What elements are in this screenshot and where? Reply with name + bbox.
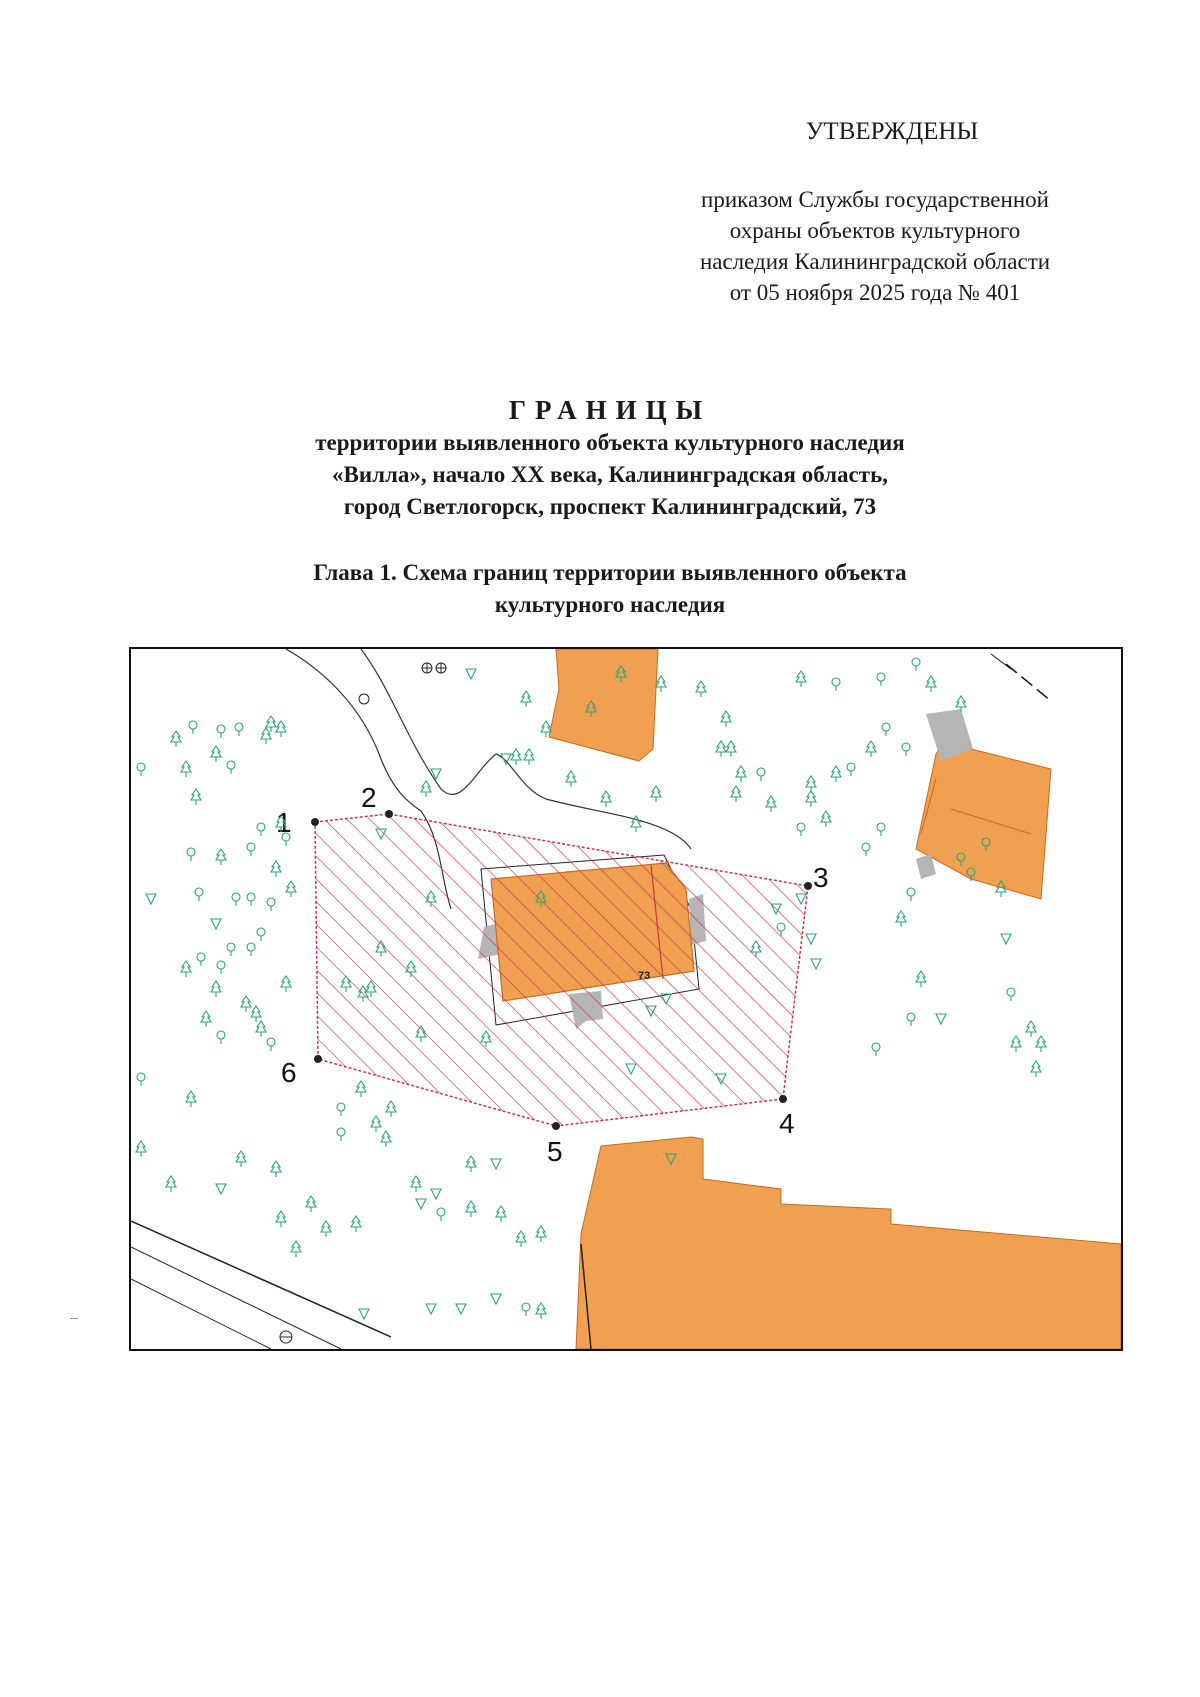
deciduous-tree-icon xyxy=(227,761,235,774)
conifer-tree-icon xyxy=(271,1161,281,1177)
conifer-tree-icon xyxy=(181,761,191,777)
conifer-tree-icon xyxy=(281,976,291,992)
deciduous-tree-icon xyxy=(757,768,765,781)
deciduous-tree-icon xyxy=(907,1013,915,1026)
shrub-symbol-icon xyxy=(1001,934,1011,944)
boundary-point-marker xyxy=(385,810,393,818)
title-line: «Вилла», начало XX века, Калининградская область, xyxy=(332,462,888,487)
conifer-tree-icon xyxy=(511,749,521,765)
deciduous-tree-icon xyxy=(232,893,240,906)
neighbour-building xyxy=(549,649,658,761)
title-line: территории выявленного объекта культурного наследия xyxy=(315,430,905,455)
conifer-tree-icon xyxy=(516,1231,526,1247)
conifer-tree-icon xyxy=(271,861,281,877)
boundary-point-label: 4 xyxy=(779,1108,795,1139)
shrub-symbol-icon xyxy=(491,1294,501,1304)
scan-artifact xyxy=(70,1318,78,1319)
chapter-heading xyxy=(180,557,1040,621)
shrub-symbol-icon xyxy=(211,919,221,929)
road-edge xyxy=(131,1247,341,1349)
boundary-polygon xyxy=(315,814,808,1126)
conifer-tree-icon xyxy=(276,1211,286,1227)
map-canvas xyxy=(131,649,1121,1349)
conifer-tree-icon xyxy=(831,766,841,782)
approval-line: наследия Калининградской области xyxy=(699,249,1051,274)
fence-line xyxy=(1006,664,1051,701)
conifer-tree-icon xyxy=(806,776,816,792)
conifer-tree-icon xyxy=(716,741,726,757)
deciduous-tree-icon xyxy=(137,1073,145,1086)
shrub-symbol-icon xyxy=(146,894,156,904)
conifer-tree-icon xyxy=(1031,1061,1041,1077)
neighbour-building xyxy=(576,1137,1121,1349)
conifer-tree-icon xyxy=(411,1176,421,1192)
conifer-tree-icon xyxy=(721,711,731,727)
boundary-map xyxy=(129,647,1123,1351)
road-edge xyxy=(131,1279,271,1349)
conifer-tree-icon xyxy=(656,676,666,692)
conifer-tree-icon xyxy=(371,1116,381,1132)
conifer-tree-icon xyxy=(421,781,431,797)
deciduous-tree-icon xyxy=(832,678,840,691)
title-line: город Светлогорск, проспект Калининградский, 73 xyxy=(343,494,877,519)
conifer-tree-icon xyxy=(191,789,201,805)
shrub-symbol-icon xyxy=(936,1014,946,1024)
shrub-symbol-icon xyxy=(216,1184,226,1194)
boundary-point-label: 5 xyxy=(547,1136,563,1167)
deciduous-tree-icon xyxy=(197,953,205,966)
shrub-symbol-icon xyxy=(456,1304,466,1314)
conifer-tree-icon xyxy=(261,728,271,744)
deciduous-tree-icon xyxy=(257,823,265,836)
deciduous-tree-icon xyxy=(247,843,255,856)
boundary-point-label: 6 xyxy=(281,1057,297,1088)
conifer-tree-icon xyxy=(241,996,251,1012)
conifer-tree-icon xyxy=(291,1241,301,1257)
conifer-tree-icon xyxy=(136,1141,146,1157)
footpath xyxy=(286,649,421,811)
deciduous-tree-icon xyxy=(187,848,195,861)
deciduous-tree-icon xyxy=(862,843,870,856)
deciduous-tree-icon xyxy=(195,888,203,901)
deciduous-tree-icon xyxy=(872,1043,880,1056)
conifer-tree-icon xyxy=(1036,1036,1046,1052)
deciduous-tree-icon xyxy=(902,743,910,756)
conifer-tree-icon xyxy=(166,1176,176,1192)
boundary-point-marker xyxy=(552,1122,560,1130)
boundary-point-label: 1 xyxy=(276,807,292,838)
conifer-tree-icon xyxy=(1026,1021,1036,1037)
conifer-tree-icon xyxy=(351,1216,361,1232)
conifer-tree-icon xyxy=(171,731,181,747)
deciduous-tree-icon xyxy=(235,723,243,736)
deciduous-tree-icon xyxy=(247,943,255,956)
shrub-symbol-icon xyxy=(359,1309,369,1319)
deciduous-tree-icon xyxy=(217,961,225,974)
title-heading: ГРАНИЦЫ xyxy=(508,395,712,425)
conifer-tree-icon xyxy=(251,1006,261,1022)
approval-line: приказом Службы государственной xyxy=(701,187,1049,212)
conifer-tree-icon xyxy=(276,721,286,737)
boundary-point-marker xyxy=(804,882,812,890)
conifer-tree-icon xyxy=(306,1196,316,1212)
conifer-tree-icon xyxy=(181,961,191,977)
deciduous-tree-icon xyxy=(1007,988,1015,1001)
deciduous-tree-icon xyxy=(247,893,255,906)
conifer-tree-icon xyxy=(466,1201,476,1217)
shrub-symbol-icon xyxy=(431,769,441,779)
deciduous-tree-icon xyxy=(912,658,920,671)
hydrant-symbol xyxy=(359,694,369,704)
shrub-symbol-icon xyxy=(416,1199,426,1209)
territory-boundary xyxy=(276,782,829,1167)
deciduous-tree-icon xyxy=(227,943,235,956)
document-title xyxy=(180,393,1040,523)
boundary-point-marker xyxy=(779,1095,787,1103)
deciduous-tree-icon xyxy=(877,673,885,686)
fence-line xyxy=(991,654,1011,669)
road-edge xyxy=(131,1221,391,1337)
deciduous-tree-icon xyxy=(267,1038,275,1051)
conifer-tree-icon xyxy=(211,746,221,762)
conifer-tree-icon xyxy=(566,771,576,787)
conifer-tree-icon xyxy=(1011,1036,1021,1052)
deciduous-tree-icon xyxy=(217,1031,225,1044)
deciduous-tree-icon xyxy=(437,1208,445,1221)
conifer-tree-icon xyxy=(696,681,706,697)
deciduous-tree-icon xyxy=(797,823,805,836)
shrub-symbol-icon xyxy=(426,1304,436,1314)
conifer-tree-icon xyxy=(386,1101,396,1117)
conifer-tree-icon xyxy=(731,786,741,802)
conifer-tree-icon xyxy=(521,691,531,707)
deciduous-tree-icon xyxy=(907,888,915,901)
boundary-point-label: 3 xyxy=(813,862,829,893)
approval-line: охраны объектов культурного xyxy=(729,218,1021,243)
deciduous-tree-icon xyxy=(267,898,275,911)
conifer-tree-icon xyxy=(211,981,221,997)
conifer-tree-icon xyxy=(601,791,611,807)
chapter-line: культурного наследия xyxy=(494,592,726,617)
conifer-tree-icon xyxy=(256,1021,266,1037)
conifer-tree-icon xyxy=(356,1081,366,1097)
shrub-symbol-icon xyxy=(806,934,816,944)
deciduous-tree-icon xyxy=(337,1103,345,1116)
shrub-symbol-icon xyxy=(431,1189,441,1199)
shrub-symbol-icon xyxy=(491,1159,501,1169)
conifer-tree-icon xyxy=(926,676,936,692)
conifer-tree-icon xyxy=(896,911,906,927)
conifer-tree-icon xyxy=(916,971,926,987)
conifer-tree-icon xyxy=(736,766,746,782)
conifer-tree-icon xyxy=(496,1206,506,1222)
deciduous-tree-icon xyxy=(882,723,890,736)
conifer-tree-icon xyxy=(866,741,876,757)
boundary-point-marker xyxy=(314,1055,322,1063)
conifer-tree-icon xyxy=(466,1156,476,1172)
conifer-tree-icon xyxy=(381,1131,391,1147)
conifer-tree-icon xyxy=(216,849,226,865)
conifer-tree-icon xyxy=(201,1011,211,1027)
deciduous-tree-icon xyxy=(522,1303,530,1316)
conifer-tree-icon xyxy=(524,749,534,765)
deciduous-tree-icon xyxy=(257,928,265,941)
approval-stamp xyxy=(640,118,1110,308)
deciduous-tree-icon xyxy=(337,1128,345,1141)
conifer-tree-icon xyxy=(821,811,831,827)
boundary-point-label: 2 xyxy=(361,782,377,813)
conifer-tree-icon xyxy=(186,1091,196,1107)
chapter-line: Глава 1. Схема границ территории выявленного объекта xyxy=(313,560,907,585)
deciduous-tree-icon xyxy=(137,763,145,776)
shrub-symbol-icon xyxy=(811,959,821,969)
deciduous-tree-icon xyxy=(189,721,197,734)
conifer-tree-icon xyxy=(651,786,661,802)
conifer-tree-icon xyxy=(286,881,296,897)
shrub-symbol-icon xyxy=(501,754,511,764)
deciduous-tree-icon xyxy=(847,763,855,776)
deciduous-tree-icon xyxy=(217,725,225,738)
boundary-point-marker xyxy=(311,818,319,826)
conifer-tree-icon xyxy=(536,1226,546,1242)
conifer-tree-icon xyxy=(766,796,776,812)
conifer-tree-icon xyxy=(236,1151,246,1167)
approval-line: от 05 ноября 2025 года № 401 xyxy=(729,280,1021,305)
shrub-symbol-icon xyxy=(466,669,476,679)
conifer-tree-icon xyxy=(796,671,806,687)
conifer-tree-icon xyxy=(726,741,736,757)
deciduous-tree-icon xyxy=(877,823,885,836)
conifer-tree-icon xyxy=(806,791,816,807)
conifer-tree-icon xyxy=(321,1221,331,1237)
approval-heading: УТВЕРЖДЕНЫ xyxy=(805,118,979,145)
conifer-tree-icon xyxy=(536,1303,546,1319)
